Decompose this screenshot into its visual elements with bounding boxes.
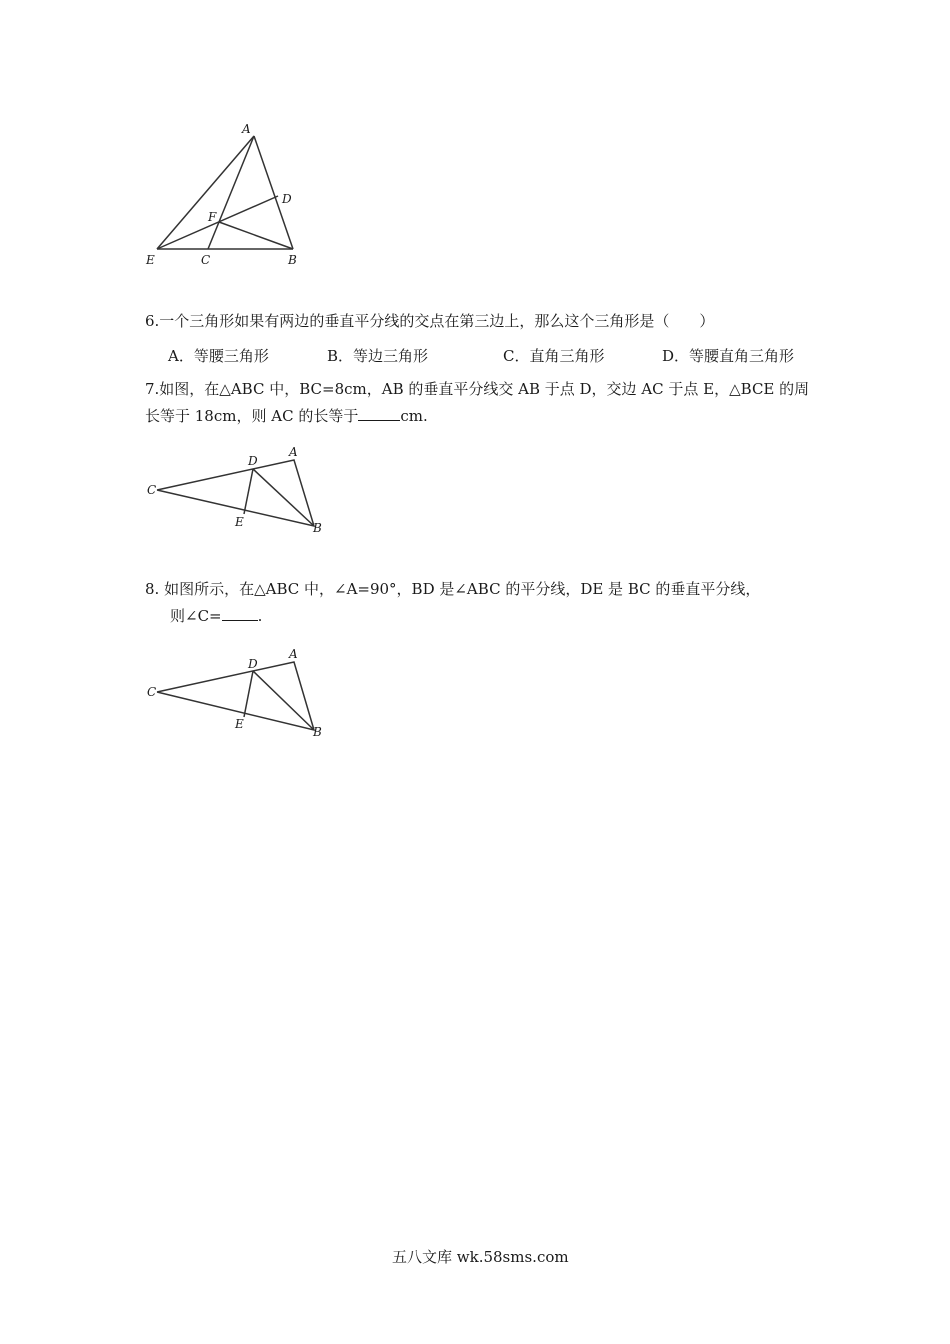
label-e: E — [146, 253, 155, 267]
footer-watermark: 五八文库 wk.58sms.com — [392, 1248, 569, 1266]
label-c: C — [201, 253, 211, 267]
question-6-option-d: D．等腰直角三角形 — [662, 347, 795, 365]
question-6-option-a: A．等腰三角形 — [168, 347, 269, 365]
question-7-unit: cm. — [400, 407, 428, 425]
label-d: D — [248, 454, 258, 468]
label-a: A — [289, 445, 298, 459]
segment-de — [244, 671, 253, 717]
label-b: B — [313, 725, 322, 739]
question-6-option-b: B．等边三角形 — [327, 347, 429, 365]
question-8-line-2-text: 则∠C= — [170, 607, 222, 625]
question-6-option-c: C．直角三角形 — [503, 347, 605, 365]
figure-triangle-abc-q7 — [140, 440, 340, 540]
label-c: C — [147, 483, 157, 497]
label-c: C — [147, 685, 157, 699]
question-6-text: 6.一个三角形如果有两边的垂直平分线的交点在第三边上，那么这个三角形是（ ） — [145, 312, 715, 330]
question-7-line-2 — [145, 404, 428, 428]
question-8-line-2 — [170, 604, 262, 628]
question-7-line-2-text: 长等于 18cm，则 AC 的长等于 — [145, 407, 359, 425]
answer-blank-angle-c[interactable] — [222, 606, 258, 621]
label-b: B — [313, 521, 322, 535]
figure-triangle-abc-q8 — [140, 642, 340, 742]
figure-triangle-aefb — [140, 120, 320, 270]
label-a: A — [242, 122, 251, 136]
label-a: A — [289, 647, 298, 661]
segment-ed — [157, 196, 278, 249]
segment-ae — [157, 136, 254, 249]
label-f: F — [208, 210, 217, 224]
answer-blank-ac[interactable] — [358, 406, 400, 421]
label-d: D — [248, 657, 258, 671]
question-8-end: . — [257, 607, 263, 625]
segment-de — [244, 469, 253, 514]
question-7-line-1: 7.如图，在△ABC 中，BC=8cm，AB 的垂直平分线交 AB 于点 D，交边 AC 于点 E，△BCE 的周 — [145, 380, 810, 398]
question-8-line-1: 8. 如图所示，在△ABC 中，∠A=90°，BD 是∠ABC 的平分线，DE 是 BC 的垂直平分线， — [145, 580, 761, 598]
label-b: B — [288, 253, 297, 267]
segment-fb — [219, 222, 293, 249]
label-e: E — [235, 717, 244, 731]
label-e: E — [235, 515, 244, 529]
label-d: D — [282, 192, 292, 206]
